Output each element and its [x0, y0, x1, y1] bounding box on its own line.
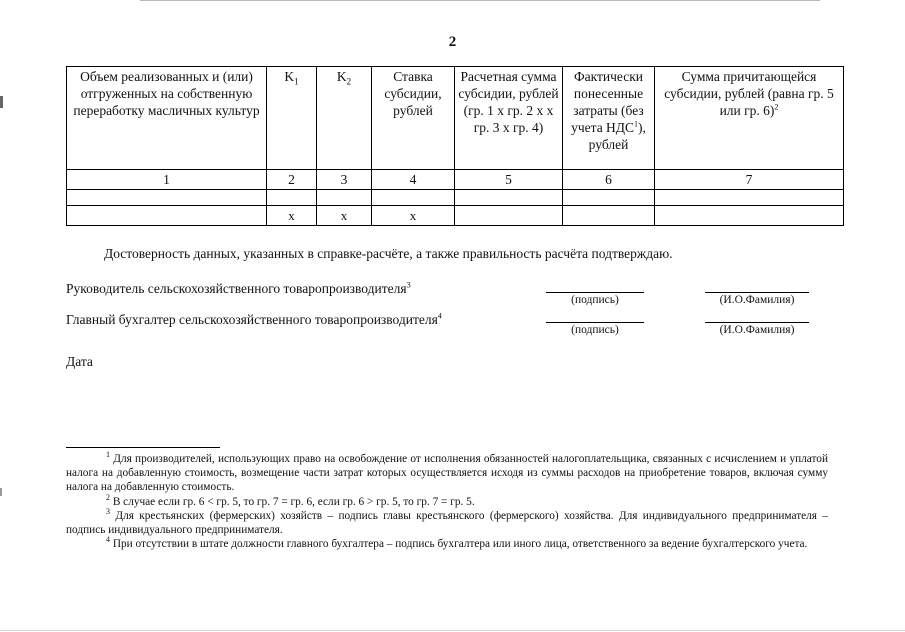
signature-caption: (подпись) [571, 324, 619, 336]
footnote-3: $^3$ Для крестьянских (фермерских) хозяйств – подпись главы крестьянского (фермерского) хозяйства. Для индивидуального предпринимателя – подпись индивидуального предпринимателя. [66, 507, 828, 537]
table-cell [563, 190, 655, 206]
table-cell [455, 206, 563, 226]
header-col-k2: $K_2$ [317, 67, 372, 170]
table-cell [372, 190, 455, 206]
footnote-4: $^4$ При отсутствии в штате должности главного бухгалтера – подпись бухгалтера или иного лица, ответственного за ведение бухгалтерского учета. [106, 535, 808, 551]
table-row-total [67, 206, 844, 226]
table-cell [317, 190, 372, 206]
table-row-empty [67, 190, 844, 206]
subsidy-table [66, 66, 844, 226]
table-cell [563, 206, 655, 226]
table-cell: 1 [67, 170, 267, 190]
table-cell-x: х [372, 206, 455, 226]
signature-role-head: Руководитель сельскохозяйственного товаропроизводителя$^3$ [66, 280, 411, 296]
table-cell [67, 206, 267, 226]
table-cell: 6 [563, 170, 655, 190]
header-col-volume: Объем реализованных и (или) отгруженных на собственную переработку масличных культур [67, 67, 267, 170]
signature-caption: (подпись) [571, 294, 619, 306]
date-label: Дата [66, 354, 93, 369]
header-col-rate: Ставка субсидии, рублей [372, 67, 455, 170]
table-cell: 2 [267, 170, 317, 190]
table-cell [655, 190, 844, 206]
table-cell [655, 206, 844, 226]
header-col-k1: $K_1$ [267, 67, 317, 170]
scan-edge-mark [0, 488, 2, 496]
header-col-due-subsidy: Сумма причитающейся субсидии, рублей (равна гр. 5 или гр. 6)$^2$ [655, 67, 844, 170]
confirmation-statement: Достоверность данных, указанных в справке-расчёте, а также правильность расчёта подтверждаю. [104, 246, 673, 261]
header-col-calculated: Расчетная сумма субсидии, рублей (гр. 1 х гр. 2 х х гр. 3 х гр. 4) [455, 67, 563, 170]
table-cell: 7 [655, 170, 844, 190]
header-col-actual-costs: Фактически понесенные затраты (без учета НДС$^1$), рублей [563, 67, 655, 170]
table-cell: 5 [455, 170, 563, 190]
scan-edge-bottom [0, 630, 905, 631]
name-line [705, 322, 809, 323]
table-cell [67, 190, 267, 206]
name-line [705, 292, 809, 293]
signature-line [546, 292, 644, 293]
table-row-column-numbers [67, 170, 844, 190]
name-caption: (И.О.Фамилия) [719, 294, 795, 306]
scan-edge-top [140, 0, 820, 1]
table-cell: 3 [317, 170, 372, 190]
signature-line [546, 322, 644, 323]
table-header-row [67, 67, 844, 170]
page-number: 2 [448, 34, 457, 50]
name-caption: (И.О.Фамилия) [719, 324, 795, 336]
footnotes [66, 452, 828, 551]
signature-role-accountant: Главный бухгалтер сельскохозяйственного товаропроизводителя$^4$ [66, 311, 442, 327]
footnote-separator [66, 447, 220, 448]
footnote-1: $^1$ Для производителей, использующих право на освобождение от исполнения обязанностей налогоплательщика, связанных с исчислением и уплатой налога на добавленную стоимость, возмещение части затрат которых осуществляется исходя из суммы расходов на приобретение товаров, включая сумму налога на добавленную стоимость. [66, 450, 828, 494]
footnote-2: $^2$ В случае если гр. 6 < гр. 5, то гр. 7 = гр. 6, если гр. 6 > гр. 5, то гр. 7 = гр. 5. [106, 492, 475, 508]
table-cell [267, 190, 317, 206]
table-cell: 4 [372, 170, 455, 190]
scan-edge-mark [0, 96, 3, 108]
table-cell-x: х [267, 206, 317, 226]
table-cell [455, 190, 563, 206]
table-cell-x: х [317, 206, 372, 226]
